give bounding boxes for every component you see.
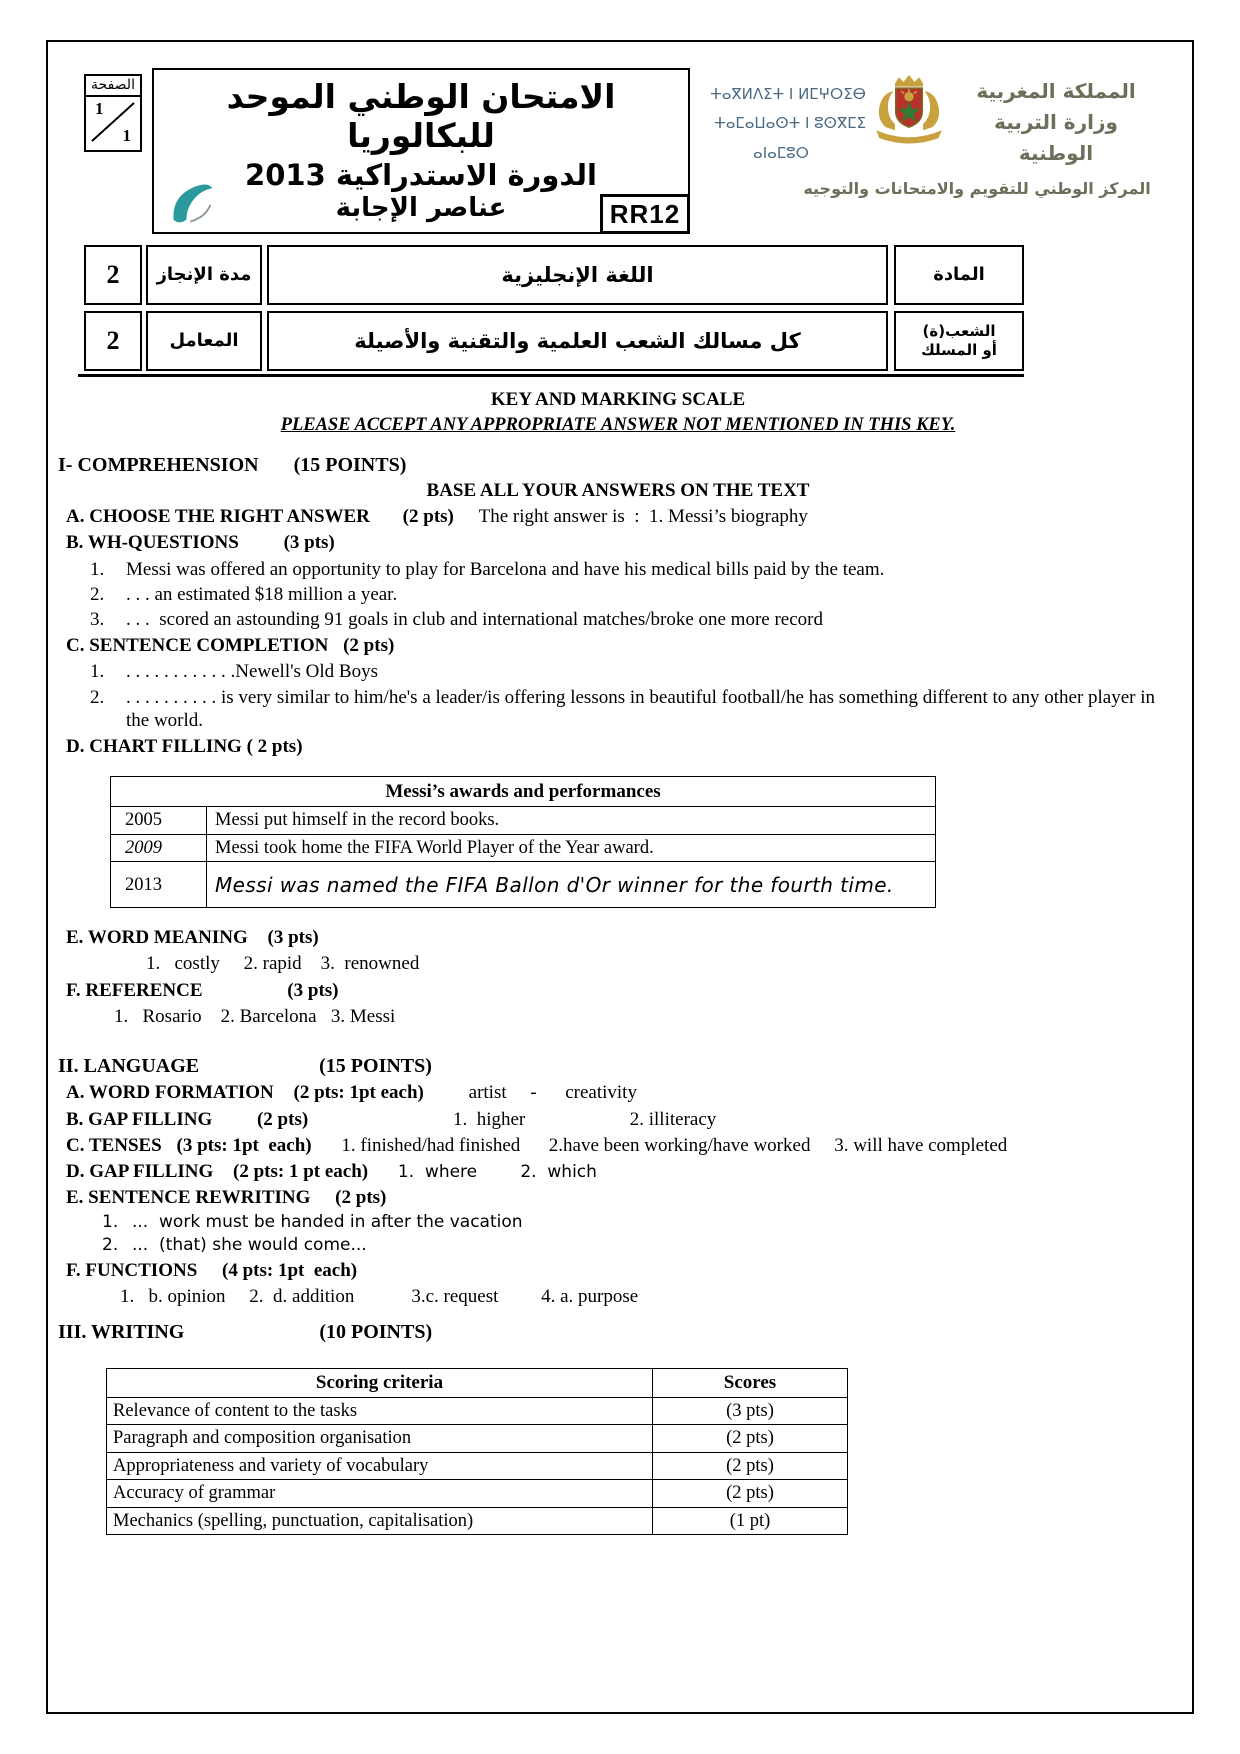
item-number: 2. [90, 686, 105, 708]
answer-cell: Messi put himself in the record books. [207, 807, 936, 835]
year-cell: 2013 [111, 862, 207, 908]
comprehension-title: I- COMPREHENSION [58, 453, 259, 476]
reference-answers: 1. Rosario 2. Barcelona 3. Messi [114, 1005, 396, 1027]
comprehension-points: (15 POINTS) [293, 453, 407, 476]
writing-title: III. WRITING [58, 1321, 185, 1344]
comprehension-b-line [66, 531, 1178, 554]
criteria-cell: Mechanics (spelling, punctuation, capitalisation) [107, 1507, 653, 1535]
comprehension-d-pts: ( 2 pts) [246, 735, 303, 757]
table-row [107, 1397, 848, 1425]
table-row [107, 1507, 848, 1535]
year-cell: 2005 [111, 807, 207, 835]
section-writing-heading [58, 1320, 1178, 1344]
language-title: II. LANGUAGE [58, 1055, 200, 1077]
page-label: الصفحة [86, 76, 140, 97]
item-number: 2. [90, 583, 105, 605]
item-number: 1. [102, 1212, 119, 1233]
paper-title: عناصر الإجابة [335, 193, 507, 223]
exam-code-badge: RR12 [600, 194, 690, 234]
comprehension-c-label: C. SENTENCE COMPLETION [66, 635, 329, 657]
language-a-answer: artist - creativity [468, 1082, 637, 1104]
language-b-answer: 1. higher 2. illiteracy [452, 1108, 717, 1130]
score-cell: (2 pts) [653, 1452, 848, 1480]
ministry-name: وزارة التربية الوطنية [994, 110, 1118, 165]
table-row [107, 1425, 848, 1453]
table-row [107, 1452, 848, 1480]
language-f-pts: (4 pts: 1pt each) [222, 1259, 358, 1281]
comprehension-a-line [66, 505, 1178, 528]
item-text: ... work must be handed in after the vacation [132, 1212, 523, 1233]
list-item [90, 660, 1178, 683]
tifinagh-line-2: ⵜⴰⵎⴰⵡⴰⵙⵜ ⵏ ⵓⵙⴳⵎⵉ [714, 114, 866, 133]
assessment-center-name: المركز الوطني للتقويم والامتحانات والتوجيه [803, 179, 1151, 198]
criteria-cell: Paragraph and composition organisation [107, 1425, 653, 1453]
tifinagh-text [696, 72, 866, 168]
language-a-line [66, 1081, 1178, 1104]
subject-value: اللغة الإنجليزية [267, 245, 888, 305]
chart-table-title: Messi’s awards and performances [111, 777, 936, 807]
header [48, 42, 1192, 382]
answer-cell: Messi took home the FIFA World Player of the Year award. [207, 834, 936, 862]
table-row [111, 862, 936, 908]
language-d-label: D. GAP FILLING [66, 1160, 214, 1182]
list-item [102, 1212, 1178, 1233]
functions-answers: 1. b. opinion 2. d. addition 3.c. request 4. a. purpose [120, 1285, 639, 1307]
comprehension-a-answer: The right answer is : 1. Messi’s biography [478, 506, 808, 528]
page-frame [46, 40, 1194, 1714]
language-c-label: C. TENSES [66, 1134, 162, 1156]
language-d-pts: (2 pts: 1 pt each) [233, 1160, 369, 1182]
language-e-label: E. SENTENCE REWRITING [66, 1187, 311, 1209]
language-b-pts: (2 pts) [256, 1108, 309, 1130]
comprehension-a-pts: (2 pts) [402, 506, 454, 528]
item-text: . . . an estimated $18 million a year. [126, 583, 398, 605]
list-item [102, 1235, 1178, 1256]
list-item [90, 583, 1178, 606]
session-title: الدورة الاستدراكية 2013 [245, 158, 597, 192]
table-header-row [107, 1369, 848, 1397]
language-c-line [66, 1134, 1178, 1157]
criteria-cell: Relevance of content to the tasks [107, 1397, 653, 1425]
list-item [90, 558, 1178, 581]
comprehension-e-pts: (3 pts) [267, 927, 319, 949]
track-label-line2: أو المسلك [921, 341, 997, 359]
language-f-label: F. FUNCTIONS [66, 1259, 198, 1281]
comprehension-a-label: A. CHOOSE THE RIGHT ANSWER [66, 506, 370, 528]
chart-filling-table [110, 776, 936, 908]
criteria-header: Scoring criteria [107, 1369, 653, 1397]
comprehension-c-line [66, 634, 1178, 657]
item-number: 1. [90, 661, 105, 683]
item-text: ... (that) she would come... [132, 1234, 367, 1255]
coefficient-value: 2 [84, 311, 142, 371]
duration-value: 2 [84, 245, 142, 305]
language-f-line [66, 1259, 1178, 1282]
table-row [107, 1480, 848, 1508]
language-b-label: B. GAP FILLING [66, 1108, 213, 1130]
kingdom-name: المملكة المغربية [976, 79, 1136, 103]
page-number: 1 [95, 99, 104, 118]
answer-key-content [48, 382, 1192, 1535]
comprehension-c-pts: (2 pts) [343, 635, 395, 657]
language-e-pts: (2 pts) [335, 1187, 387, 1209]
scores-header: Scores [653, 1369, 848, 1397]
item-number: 1. [90, 558, 105, 580]
comprehension-b-pts: (3 pts) [283, 532, 335, 554]
base-note: BASE ALL YOUR ANSWERS ON THE TEXT [426, 480, 810, 502]
item-text: Messi was offered an opportunity to play for Barcelona and have his medical bills paid by the team. [126, 558, 885, 580]
page-fraction [86, 97, 140, 147]
writing-points: (10 POINTS) [319, 1321, 433, 1344]
tifinagh-line-1: ⵜⴰⴳⵍⴷⵉⵜ ⵏ ⵍⵎⵖⵔⵉⴱ [710, 85, 866, 103]
header-divider [78, 374, 1024, 377]
ministry-arabic-text [954, 72, 1158, 169]
table-header-row [111, 777, 936, 807]
exam-title: الامتحان الوطني الموحد للبكالوريا [226, 77, 616, 155]
tifinagh-line-3: ⴰⵏⴰⵎⵓⵔ [753, 143, 809, 162]
list-item [90, 608, 1178, 631]
table-row [111, 834, 936, 862]
score-cell: (3 pts) [653, 1397, 848, 1425]
scoring-criteria-table [106, 1368, 848, 1535]
word-meaning-answers: 1. costly 2. rapid 3. renowned [146, 953, 420, 975]
answer-cell-handwritten: Messi was named the FIFA Ballon d'Or winner for the fourth time. [207, 862, 936, 908]
track-label-line1: الشعب(ة) [922, 321, 996, 340]
language-a-pts: (2 pts: 1pt each) [293, 1082, 424, 1104]
assessment-center-logo-icon [164, 179, 220, 227]
comprehension-f-pts: (3 pts) [287, 979, 339, 1001]
score-cell: (1 pt) [653, 1507, 848, 1535]
list-item [90, 686, 1178, 732]
comprehension-e-line [66, 926, 1178, 949]
score-cell: (2 pts) [653, 1480, 848, 1508]
comprehension-e-label: E. WORD MEANING [66, 927, 248, 949]
track-label [894, 311, 1024, 371]
language-c-pts: (3 pts: 1pt each) [176, 1134, 312, 1156]
section-comprehension-heading [58, 453, 1178, 477]
score-cell: (2 pts) [653, 1425, 848, 1453]
comprehension-f-line [66, 979, 1178, 1002]
language-a-label: A. WORD FORMATION [66, 1082, 274, 1104]
language-b-line [66, 1108, 1178, 1131]
comprehension-d-label: D. CHART FILLING [66, 735, 242, 757]
morocco-coat-of-arms-icon [870, 72, 950, 153]
comprehension-d-line [66, 735, 1178, 758]
comprehension-b-label: B. WH-QUESTIONS [66, 532, 239, 554]
section-language-heading [58, 1054, 1178, 1078]
item-text: . . . scored an astounding 91 goals in club and international matches/broke one more record [126, 608, 823, 630]
item-text: . . . . . . . . . . . .Newell's Old Boys [126, 661, 379, 683]
language-c-answer: 1. finished/had finished 2.have been working/have worked 3. will have completed [341, 1134, 1008, 1156]
comprehension-f-label: F. REFERENCE [66, 979, 203, 1001]
criteria-cell: Accuracy of grammar [107, 1480, 653, 1508]
language-d-answer: 1. where 2. which [397, 1161, 597, 1182]
item-number: 3. [90, 608, 105, 630]
key-title: KEY AND MARKING SCALE [490, 389, 746, 410]
table-row [111, 807, 936, 835]
language-e-line [66, 1186, 1178, 1209]
page-indicator [84, 74, 142, 152]
language-points: (15 POINTS) [319, 1055, 432, 1077]
diagonal-slash-icon [86, 97, 140, 147]
criteria-cell: Appropriateness and variety of vocabulary [107, 1452, 653, 1480]
page-total: 1 [122, 126, 131, 145]
item-number: 2. [102, 1234, 119, 1255]
ministry-row [696, 72, 1158, 169]
track-value: كل مسالك الشعب العلمية والتقنية والأصيلة [267, 311, 888, 371]
key-notice: PLEASE ACCEPT ANY APPROPRIATE ANSWER NOT MENTIONED IN THIS KEY. [280, 415, 956, 436]
item-text: . . . . . . . . . . is very similar to him/he's a leader/is offering lessons in beautiful football/he has something different to any other player in the world. [126, 686, 1160, 731]
year-cell: 2009 [111, 834, 207, 862]
subject-label: المادة [894, 245, 1024, 305]
duration-label: مدة الإنجاز [146, 245, 262, 305]
language-d-line [66, 1160, 1178, 1183]
ministry-block [696, 72, 1158, 198]
coefficient-label: المعامل [146, 311, 262, 371]
